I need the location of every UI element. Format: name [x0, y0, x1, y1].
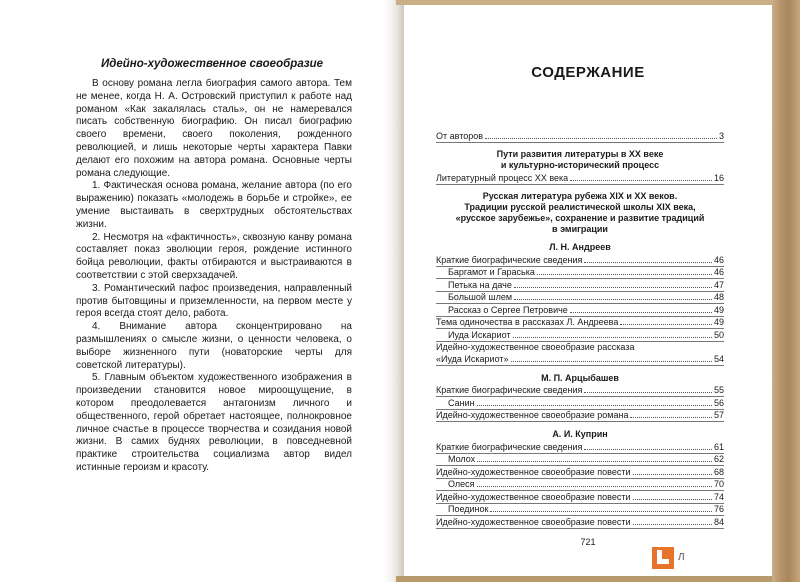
- toc-entry: [436, 304, 724, 317]
- toc-entry: [436, 466, 724, 479]
- toc-entry-page: 56: [713, 397, 724, 408]
- toc-entry: [436, 504, 724, 517]
- contents-title: СОДЕРЖАНИЕ: [531, 64, 645, 81]
- paragraph: 5. Главным объектом художественного изображения в произведении становится новое мироощущение, в котором преодолевается антагонизм личного и общественного, герой обретает настоящее, полнокровное личное счастье в процессе творчества и созидания новой жизни. В самих буднях революции, в повседневной практике строительства социализма автор видел истинные героизм и красоту.: [76, 372, 352, 473]
- paragraph: 3. Романтический пафос произведения, направленный против бытовщины и приземленности, на первом месте у героя всегда стоят дело, работа.: [76, 282, 352, 320]
- toc-entry-title: Молох: [448, 454, 476, 464]
- toc-entry: [436, 342, 724, 354]
- toc-entry: [436, 317, 724, 330]
- toc-entry-page: 3: [718, 130, 724, 141]
- toc-entry-page: 46: [713, 267, 724, 277]
- book-cover-bottom-edge: [396, 576, 772, 582]
- toc-entry-page: 49: [713, 304, 724, 315]
- toc-entry-page: 48: [713, 292, 724, 302]
- toc-entry-page: 57: [713, 410, 724, 420]
- toc-entry-title: Поединок: [448, 504, 489, 514]
- toc-entry: [436, 491, 724, 504]
- toc-entry: [436, 173, 724, 186]
- table-of-contents: [436, 130, 724, 529]
- toc-entry-title: Идейно-художественное своеобразие повести: [436, 516, 631, 527]
- toc-entry-title: Краткие биографические сведения: [436, 254, 583, 265]
- toc-entry: [436, 329, 724, 342]
- toc-entry-page: 54: [713, 353, 724, 364]
- toc-entry-title: Идейно-художественное своеобразие повести: [436, 491, 631, 502]
- paragraph: В основу романа легла биография самого автора. Тем не менее, когда Н. А. Островский приступил к работе над романом «Как закалялась сталь», он не намеревался писать собственную биографию. Он писал биографию своего времени, своего поколения, рожденного революцией, и лишь некоторые черты характера Павки делают его похожим на автора романа. Основные черты романа следующие.: [76, 78, 352, 179]
- book-spine: [384, 0, 404, 582]
- toc-entry-title: Идейно-художественное своеобразие романа: [436, 410, 629, 420]
- paragraph: 4. Внимание автора сконцентрировано на размышлениях о смысле жизни, о ценности человека, о выборе жизненного пути (новаторские черты для советской литературы).: [76, 321, 352, 371]
- toc-section-heading: Русская литература рубежа XIX и XX веков. Традиции русской реалистической школы XIX века, «русское зарубежье», сохранение и развитие традиций в эмиграции: [455, 191, 705, 234]
- toc-entry-page: 55: [713, 385, 724, 395]
- toc-entry-page: 61: [713, 441, 724, 452]
- toc-entry-title: Олеся: [448, 479, 475, 489]
- toc-entry: [436, 479, 724, 492]
- toc-entry-title: Краткие биографические сведения: [436, 385, 583, 395]
- toc-entry: [436, 279, 724, 292]
- toc-author-heading: Л. Н. Андреев: [549, 242, 611, 252]
- toc-entry: [436, 397, 724, 410]
- toc-entry-page: 50: [713, 329, 724, 340]
- toc-entry: [436, 410, 724, 423]
- toc-author-heading: М. П. Арцыбашев: [541, 372, 619, 383]
- toc-entry: [436, 267, 724, 280]
- watermark-logo-icon: [652, 547, 674, 569]
- toc-entry-title: Санин: [448, 397, 475, 408]
- left-page-heading: Идейно-художественное своеобразие: [100, 58, 324, 70]
- toc-entry-title: Идейно-художественное своеобразие рассказа: [436, 342, 635, 352]
- toc-author-heading: А. И. Куприн: [552, 429, 608, 439]
- book-cover-top-edge: [396, 0, 772, 5]
- toc-entry: [436, 130, 724, 143]
- toc-entry-title: Петька на даче: [448, 279, 512, 290]
- toc-entry-page: 68: [713, 466, 724, 477]
- toc-entry-title: «Иуда Искариот»: [436, 353, 509, 364]
- toc-entry-page: 74: [713, 491, 724, 502]
- toc-entry-title: Баргамот и Гараська: [448, 267, 535, 277]
- toc-entry: [436, 292, 724, 305]
- toc-entry-title: От авторов: [436, 130, 484, 141]
- toc-entry: [436, 516, 724, 529]
- toc-entry-title: Идейно-художественное своеобразие повести: [436, 466, 631, 477]
- paragraph: 2. Несмотря на «фактичность», сквозную канву романа составляет показ эволюции героя, рождение истинного бойца революции, факты отбираются и выстраиваются в соответствии с этой сверхзадачей.: [76, 231, 352, 281]
- toc-entry: [436, 353, 724, 366]
- toc-entry: [436, 441, 724, 454]
- toc-entry-page: 16: [713, 173, 724, 183]
- book-cover-edge: [772, 0, 800, 582]
- toc-entry: [436, 385, 724, 398]
- toc-entry-page: 84: [713, 516, 724, 527]
- toc-entry-title: Рассказ о Сергее Петровиче: [448, 304, 568, 315]
- toc-entry: [436, 454, 724, 467]
- toc-entry-page: 46: [713, 254, 724, 265]
- toc-entry-page: 76: [713, 504, 724, 514]
- toc-entry-title: Иуда Искариот: [448, 329, 511, 340]
- toc-section-heading: Пути развития литературы в XX веке и культурно-исторический процесс: [496, 148, 664, 170]
- toc-entry-title: Краткие биографические сведения: [436, 441, 583, 452]
- paragraph: 1. Фактическая основа романа, желание автора (по его выражению) показать «молодежь в борьбе и стройке», ее умение выстаивать в сверхтрудных обстоятельствах жизни.: [76, 180, 352, 230]
- toc-entry-page: 49: [713, 317, 724, 327]
- toc-entry-page: 62: [713, 454, 724, 464]
- toc-entry-title: Тема одиночества в рассказах Л. Андреева: [436, 317, 619, 327]
- toc-entry-title: Большой шлем: [448, 292, 513, 302]
- watermark-label: Л: [678, 552, 685, 563]
- toc-entry-page: 70: [713, 479, 724, 489]
- page-number: 721: [580, 537, 596, 547]
- toc-entry: [436, 254, 724, 267]
- left-page-body: [76, 78, 352, 475]
- toc-entry-page: 47: [713, 279, 724, 290]
- toc-entry-title: Литературный процесс XX века: [436, 173, 569, 183]
